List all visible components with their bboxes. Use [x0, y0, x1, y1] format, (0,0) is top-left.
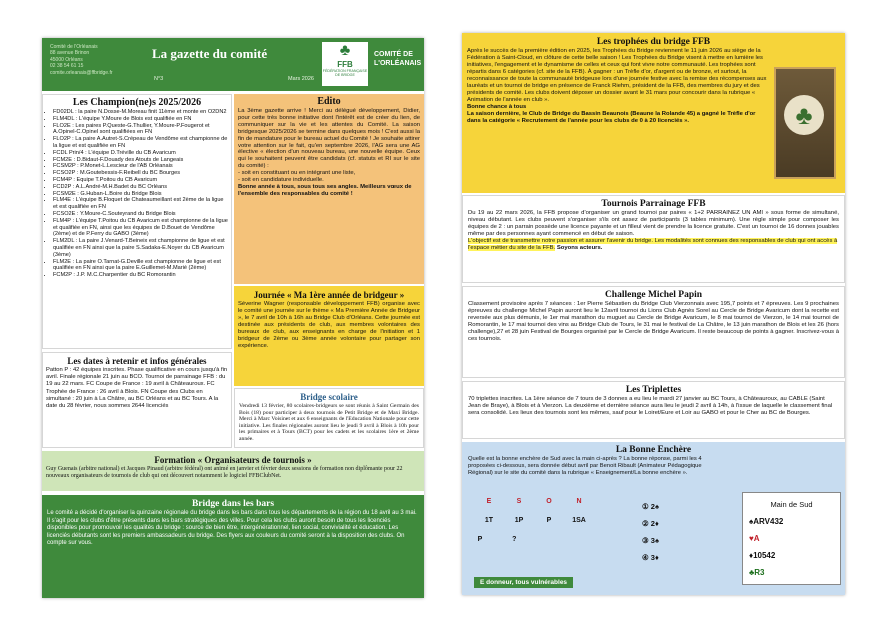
champions-section — [42, 94, 232, 349]
right-page — [462, 33, 845, 595]
bidding-header-row — [474, 498, 594, 505]
edito-bullet: - soit en constituant ou en intégrant une liste, — [238, 170, 356, 177]
gazette-title: La gazette du comité — [152, 46, 268, 61]
trophees-text: Après le succès de la première édition en 2025, les Trophées du Bridge reviennent le 11 juin 2026 au siège de la Fédération à Saint-Cloud, en clôture de cette belle saison ! Les Trophées du Bridge visent à mettre en lumière les initiatives, l'engagement et le dynamisme de celles et ceux qui font vivre notre communauté. Les trophées sont répartis dans 6 catégories (cf. site de la FFB). À gagner : un Trèfle d'or, d'argent ou de bronze, et surtout, la reconnaissance de toute la communauté bridgeuse lors d'une journée festive avec la remise des récompenses aux lauréats et un tournoi de bridge en présence de Franck Riehm, président de la FFB, des membres du jury et des présidents de comité. Les clubs doivent déposer un dossier avant le 31 mars pour concourir dans la rubrique « Animation de l'année en club ». — [467, 48, 767, 103]
list-item: • FLM2E : La paire O.Tarnat-G.Deville est championne de ligue et est qualifiée en FN ainsi que la paire E.Guillemet-M.Marié (2ème) — [53, 259, 228, 273]
list-item: • FCD2P : A.L.André-M.H.Badet du BC Orléans — [53, 184, 228, 191]
champions-title: Les Champion(ne)s 2025/2026 — [72, 97, 202, 108]
list-item: • FLM4DL : L'équipe Y.Moure de Blois est qualifiée en FN — [53, 116, 228, 123]
papin-title: Challenge Michel Papin — [604, 290, 703, 300]
comite-label: COMITÉ DE L'ORLÉANAIS — [374, 51, 422, 67]
list-item: • FLO2E : Les paires P.Queste-G.Thullier, Y.Moure-P.Fougerot et A.Opinel-C.Opinel sont qualifiées en FN — [53, 123, 228, 137]
bars-section — [42, 495, 424, 598]
trophees-section — [462, 33, 845, 193]
bid: P — [546, 517, 552, 524]
address-line: 45000 Orléans — [50, 56, 83, 63]
dates-title: Les dates à retenir et infos générales — [67, 356, 207, 366]
address-line: Comité de l'Orléanais — [50, 44, 98, 50]
south-hand-title: Main de Sud — [770, 500, 813, 509]
dir-south: S — [516, 498, 522, 505]
choices-list — [642, 498, 659, 566]
enchere-intro: Quelle est la bonne enchère de Sud avec la main ci-après ? La bonne réponse, parmi les 4 proposées ci-dessous, sera donnée début avril par Benoit Ribault (Animateur Pédagogique Régional) sur le site du comité dans la rubrique « Enseignement/La bonne enchère ». — [468, 456, 702, 476]
bars-title: Bridge dans les bars — [191, 499, 275, 509]
south-hand — [742, 492, 841, 585]
parrainage-text: Du 19 au 22 mars 2026, la FFB propose d'organiser un grand tournoi par paires « 1+2 PARRAINEZ UN AMI » sous forme de simultané, niveau débutant. Les clubs peuvent s'organiser s'ils ont assez de participants (3 tables minimum). Une règle simple pour composer les équipes de 2 : un parrain possède une licence payante et un filleul vient de prendre la licence gratuite. C'est un tournoi de 16 donnes jouables même par des personnes ayant commencé en début de saison. — [468, 210, 839, 237]
edito-bullet-text: soit en constituant ou en intégrant une liste, — [241, 170, 356, 177]
list-item: • FCSM2P : P.Monet-L.Lescieur de l'AB Orléanais — [53, 163, 228, 170]
scolaire-section — [234, 388, 424, 448]
spades-holding: ♠ARV432 — [749, 517, 784, 526]
list-item: • FLO2P : La paire A.Autret-S.Crépeau de Vendôme est championne de la ligue et est qualifiée en FN — [53, 136, 228, 150]
edito-bullet-text: soit en candidature individuelle. — [241, 177, 324, 184]
list-item: • FCM2E : D.Bidaut-F.Douady des Atouts de Langeais — [53, 157, 228, 164]
dir-west: O — [546, 498, 552, 505]
diamonds-holding: ♦10542 — [749, 551, 776, 560]
gazette-header — [42, 38, 424, 91]
edito-closing: Bonne année à tous, sous tous ses angles. Meilleurs vœux de l'ensemble des responsables du comité ! — [238, 183, 412, 197]
list-item: • FLM2DL : La paire J.Venard-T.Beineix est championne de ligue et est qualifiée en FN ainsi que la paire S.Sadaka-E.Noyer du CB Avaricum (3ème) — [53, 238, 228, 258]
parrainage-title: Tournois Parrainage FFB — [601, 199, 706, 209]
parrainage-highlight-text: L'objectif est de transmettre notre passion et assurer l'avenir du bridge. Les modalités sont connues des responsables de club qui ont accès à l'espace métier du site de la FFB. — [468, 238, 838, 251]
address-line: 88 avenue Brinon — [50, 50, 90, 57]
triplettes-title: Les Triplettes — [625, 385, 682, 395]
clover-icon: ♣ — [339, 42, 351, 59]
list-item: • FCSM2E : G.Huban-L.Boire du Bridge Blois — [53, 191, 228, 198]
parrainage-highlight — [468, 238, 839, 252]
address-line: comite.orleanais@ffbridge.fr — [50, 69, 113, 76]
hearts-holding: ♥A — [749, 534, 760, 543]
journee-title: Journée « Ma 1ère année de bridgeur » — [253, 290, 405, 300]
issue-date: Mars 2026 — [288, 76, 314, 82]
dir-east: E — [486, 498, 492, 505]
edito-text: La 3ème gazette arrive ! Merci au délégué développement, Didier, pour cette très bonne initiative dont l'intérêt est de créer du lien, de communiquer sur la vie et les attentes du Comité. La saison bridgesque 2025/2026 se termine dans quelques mois ! C'est aussi la fin de mandature pour le bureau actuel du Comité ! Je souhaite attirer votre attention sur le fait, qu'en septembre 2026, l'AG sera une AG élective « élection d'un nouveau bureau, une nouvelle équipe. Ceux qui le souhaitent peuvent être candidats (cf. statuts et RI sur le site du comité) : — [238, 108, 420, 170]
scolaire-title: Bridge scolaire — [300, 392, 358, 402]
donneur-label: E donneur, tous vulnérables — [474, 577, 573, 588]
champions-list — [46, 109, 228, 279]
bars-text: Le comité a décidé d'organiser la quinzaine régionale du bridge dans les bars dans tous les départements de la région du 18 avril au 3 mai. Il s'agit pour les clubs d'être présents dans les bars stratégiques des villes. Pour cela les clubs auront besoin de tous les licenciés disponibles pour promouvoir les qualités du bridge : source de bien être, intergénérationnel, lien social, convivialité et éducation. Les licenciés débutants sont les premiers ambassadeurs du bridge. Des flyers aux couleurs du comité seront à la disposition des clubs. On compte sur vous. — [47, 510, 417, 547]
comite-address — [50, 44, 113, 76]
scolaire-text: Vendredi 13 février, 80 scolaires-bridgeurs se sont réunis à Saint Germain des Bois (18) pour participer à deux tournois de Petit Bridge et de Maxi Bridge. Merci à Marc Voisinet et aux 6 enseignants de l'Education Nationale pour cette initiative. Les finales régionales auront lieu le jeudi 9 avril à Blois à 10h pour les primaires et à Tours (BCT) pour les cadets et les scolaires 1ère et 2ème année. — [239, 403, 419, 442]
choice-3: ③ 3♠ — [642, 536, 659, 545]
list-item: • FCSO2E : Y.Moure-C.Souteyrand du Bridge Blois — [53, 211, 228, 218]
papin-section — [462, 286, 845, 378]
left-page — [42, 38, 424, 598]
dir-north: N — [576, 498, 582, 505]
list-item: • FD02DL : la paire N.Dosse-M.Moreau finit 11ème et monte en O2DN2 — [53, 109, 228, 116]
ffb-logo-text: FFB — [337, 60, 353, 69]
bidding-table — [474, 498, 594, 543]
formation-title: Formation « Organisateurs de tournois » — [154, 455, 312, 465]
dates-text: Patton P : 42 équipes inscrites. Phase qualificative en cours jusqu'à fin avril. Finale régionale 21 juin au BCO. Tournoi de parrainage FFB : du 19 au 22 mars. FC Coupe de France : 19 avril à Châteauroux. FC Trophée de France : 26 avril à Blois. FN Coupe des Clubs en simultané : 20 juin à La Châtre, au BC Orléans et au BC Tours. A la date du 28 février, nous sommes 2644 licenciés — [46, 367, 228, 410]
bid: 1P — [514, 517, 524, 524]
bidding-row — [474, 517, 594, 524]
parrainage-end: Soyons acteurs. — [556, 245, 603, 251]
list-item: • FCSO2P : M.Goutebessis-F.Reibell du BC Bourges — [53, 170, 228, 177]
bidding-row — [474, 536, 594, 543]
list-item: • FLM4E : L'équipe B.Floquet de Chateaumeillant est 2ème de la ligue et est qualifiée en FN — [53, 197, 228, 211]
bid: 1SA — [572, 517, 586, 524]
trophy-clover-icon: ♣ — [784, 95, 824, 135]
clubs-holding: ♣R3 — [749, 568, 765, 577]
journee-section — [234, 286, 424, 386]
list-item: • FCM2P : J.P. M.C.Charpentier du BC Romorantin — [53, 272, 228, 279]
address-line: 02 38 54 61 15 — [50, 63, 84, 70]
ffb-logo-subtitle: FÉDÉRATION FRANÇAISE DE BRIDGE — [322, 69, 368, 77]
bid: 1T — [484, 517, 494, 524]
trophy-image — [774, 67, 836, 179]
formation-section — [42, 451, 424, 491]
triplettes-section — [462, 381, 845, 439]
choice-4: ④ 3♦ — [642, 553, 659, 562]
edito-bullet: - soit en candidature individuelle. — [238, 177, 324, 184]
triplettes-text: 70 triplettes inscrites. La 1ère séance de 7 tours de 3 donnes a eu lieu le mardi 27 janvier au BC Tours, à Châteauroux, au CABLE (Saint Jean de Braye), à Blois et à Vierzon. La deuxième et dernière séance aura lieu le jeudi 2 avril à 14h, à l'issue de laquelle le classement final sera consolidé. Les lieux des tournois sont les mêmes, sauf pour le Loiret/Eure et Loir au GABO et pour le Cher au BC de Bourges. — [468, 396, 833, 416]
bid: P ? — [477, 536, 531, 543]
trophees-last: La saison dernière, le Club de Bridge du Bassin Beaunois (Beaune la Rolande 45) a gagné le Trèfle d'or dans la catégorie « Recrutement de l'année pour les clubs de 0 à 20 licenciés ». — [467, 111, 756, 124]
trophees-chance: Bonne chance à tous — [467, 104, 527, 110]
journee-text: Séverine Wagner (responsable développement FFB) organise avec le comité une journée sur le thème « Ma Première Année de Bridgeur », le 7 avril de 10h à 16h au Bridge Club d'Orléans. Cette journée est destinée aux présidents de club, aux membres volontaires des bureaux de club, aux enseignants en charge de l'initiation et 1 bridgeur de 2ème ou 3ème année volontaire pour partager son expérience. — [238, 301, 420, 349]
papin-text: Classement provisoire après 7 séances : 1er Pierre Sébastien du Bridge Club Vierzonnais avec 195,7 points et 7 épreuves. Les 9 prochaines épreuves du challenge Michel Papin auront lieu le 12avril tournoi du Lions Club Agnès Sorel au Cercle de Bridge Avaricum dont la recette est reversée aux plus démunis, le 1er mai marathon du muguet au Cercle de Bridge Avaricum, le 8 mai tournoi de Vierzon, le 14 mai tournoi de Romorantin, le 17 mai tournoi des vins au Bridge Club de Tours, le 31 mai le festival de La Châtre, le 13 juin marathon de Blois et les 26 (hors challenge),27 et 28 juin Festival de Bourges organisé par le Cercle de Bridge Avaricum. Il reste beaucoup de points à gagner. Inscrivez-vous à ces tournois. — [468, 301, 839, 342]
list-item: • FCDL Prin/4 : L'équipe D.Tréville du CB Avaricum — [53, 150, 228, 157]
list-item: • FLM4P : L'équipe T.Poitou du CB Avaricum est championne de la ligue et qualifiée en FN, ainsi que les équipes de D.Bouet de Vendôme (2ème) et de P.Ferry du GABO (3ème) — [53, 218, 228, 238]
choice-1: ① 2♠ — [642, 502, 659, 511]
choice-2: ② 2♦ — [642, 519, 659, 528]
formation-text: Guy Guenais (arbitre national) et Jacques Pinaud (arbitre fédéral) ont animé en janvier et février deux sessions de formation non diplômante pour 22 nouveaux organisateurs de tournois de club qui ont découvert notamment le logiciel FFBClubNet. — [46, 466, 403, 479]
edito-title: Edito — [317, 96, 341, 107]
list-item: • FCM4P : Equipe T.Poitou du CB Avaricum — [53, 177, 228, 184]
parrainage-section — [462, 195, 845, 283]
dates-section — [42, 352, 232, 448]
ffb-logo — [322, 42, 368, 86]
issue-number: N°3 — [154, 76, 164, 82]
edito-section — [234, 94, 424, 284]
enchere-section — [462, 442, 845, 595]
trophees-title: Les trophées du bridge FFB — [596, 37, 711, 47]
enchere-title: La Bonne Enchère — [615, 445, 692, 455]
